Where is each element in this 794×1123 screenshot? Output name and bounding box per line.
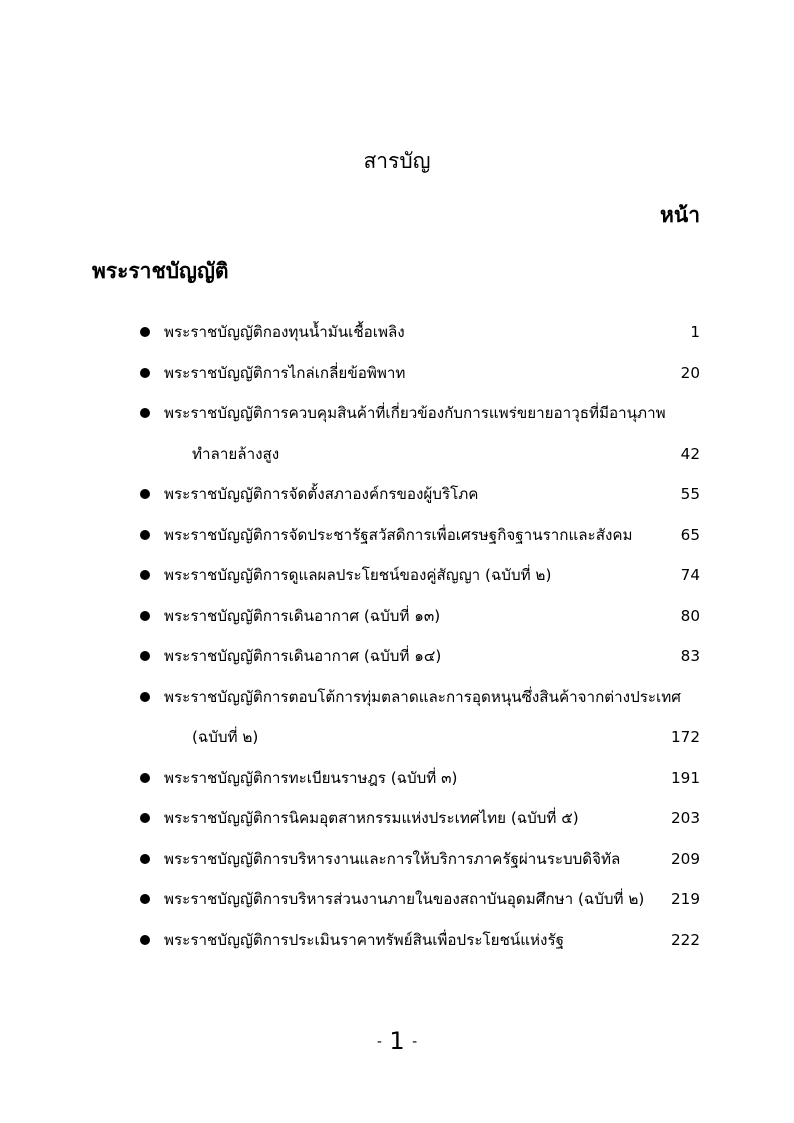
toc-entry (138, 839, 700, 880)
bullet-icon (140, 327, 150, 337)
bullet-icon (140, 773, 150, 783)
section-heading: พระราชบัญญัติ (92, 259, 229, 283)
page-column-header: หน้า (660, 203, 700, 227)
toc-entry (138, 393, 700, 474)
toc-entry-title: พระราชบัญญัติกองทุนน้ำมันเชื้อเพลิง (164, 323, 405, 341)
toc-entry-page: 83 (680, 647, 700, 665)
toc-entry (138, 312, 700, 353)
toc-entry-page: 203 (671, 809, 700, 827)
page-title: สารบัญ (363, 149, 431, 173)
toc-entry (138, 920, 700, 961)
bullet-icon (140, 489, 150, 499)
bullet-icon (140, 368, 150, 378)
toc-entry (138, 879, 700, 920)
bullet-icon (140, 813, 150, 823)
toc-entry-title-continuation: (ฉบับที่ ๒) (192, 728, 259, 746)
bullet-icon (140, 570, 150, 580)
toc-entry-page: 80 (680, 606, 700, 625)
toc-entry (138, 555, 700, 596)
toc-entry-page: 20 (680, 363, 700, 382)
toc-entry (138, 474, 700, 515)
toc-entry-page: 222 (671, 930, 700, 949)
toc-entry (138, 636, 700, 677)
toc-entry (138, 677, 700, 758)
toc-entry (138, 798, 700, 839)
page-footer (0, 1026, 794, 1057)
toc-entry-title: พระราชบัญญัติการเดินอากาศ (ฉบับที่ ๑๓) (164, 606, 441, 625)
bullet-icon (140, 651, 150, 661)
toc-entry-title: พระราชบัญญัติการไกล่เกลี่ยข้อพิพาท (164, 363, 406, 382)
bullet-icon (140, 408, 150, 418)
toc-entry-page: 65 (680, 525, 700, 544)
toc-entry-title: พระราชบัญญัติการบริหารส่วนงานภายในของสถาบันอุดมศึกษา (ฉบับที่ ๒) (164, 890, 645, 908)
toc-entry-title-continuation: ทำลายล้างสูง (192, 444, 280, 463)
toc-entry-title: พระราชบัญญัติการจัดประชารัฐสวัสดิการเพื่อเศรษฐกิจฐานรากและสังคม (164, 525, 633, 544)
toc-entry-page: 1 (690, 323, 700, 341)
toc-entry (138, 353, 700, 394)
toc-entry-title: พระราชบัญญัติการจัดตั้งสภาองค์กรของผู้บริโภค (164, 485, 479, 503)
toc-entry (138, 758, 700, 799)
footer-dash-left: - (376, 1034, 382, 1050)
toc-entry (138, 515, 700, 556)
bullet-icon (140, 894, 150, 904)
toc-entry-page: 172 (671, 728, 700, 746)
toc-entry-title: พระราชบัญญัติการเดินอากาศ (ฉบับที่ ๑๔) (164, 647, 442, 665)
bullet-icon (140, 530, 150, 540)
toc-entry-title: พระราชบัญญัติการทะเบียนราษฎร (ฉบับที่ ๓) (164, 768, 458, 787)
toc-entry-title: พระราชบัญญัติการประเมินราคาทรัพย์สินเพื่อประโยชน์แห่งรัฐ (164, 930, 565, 949)
bullet-icon (140, 935, 150, 945)
toc-entry-page: 191 (671, 768, 700, 787)
toc-entry-title: พระราชบัญญัติการตอบโต้การทุ่มตลาดและการอุดหนุนซึ่งสินค้าจากต่างประเทศ (164, 687, 681, 706)
toc-entry-title: พระราชบัญญัติการนิคมอุตสาหกรรมแห่งประเทศไทย (ฉบับที่ ๕) (164, 809, 579, 827)
toc-entry-title: พระราชบัญญัติการบริหารงานและการให้บริการภาครัฐผ่านระบบดิจิทัล (164, 849, 621, 868)
table-of-contents (138, 312, 700, 960)
toc-entry-title: พระราชบัญญัติการดูแลผลประโยชน์ของคู่สัญญา (ฉบับที่ ๒) (164, 566, 552, 584)
toc-entry-title: พระราชบัญญัติการควบคุมสินค้าที่เกี่ยวข้องกับการแพร่ขยายอาวุธที่มีอานุภาพ (164, 404, 666, 422)
toc-entry-page: 74 (680, 566, 700, 584)
toc-entry-page: 55 (680, 485, 700, 503)
toc-entry-page: 209 (671, 849, 700, 868)
bullet-icon (140, 611, 150, 621)
toc-entry (138, 596, 700, 637)
bullet-icon (140, 692, 150, 702)
bullet-icon (140, 854, 150, 864)
toc-entry-page: 219 (671, 890, 700, 908)
footer-dash-right: - (412, 1034, 418, 1050)
toc-entry-page: 42 (680, 444, 700, 463)
footer-page-number: 1 (389, 1027, 405, 1055)
